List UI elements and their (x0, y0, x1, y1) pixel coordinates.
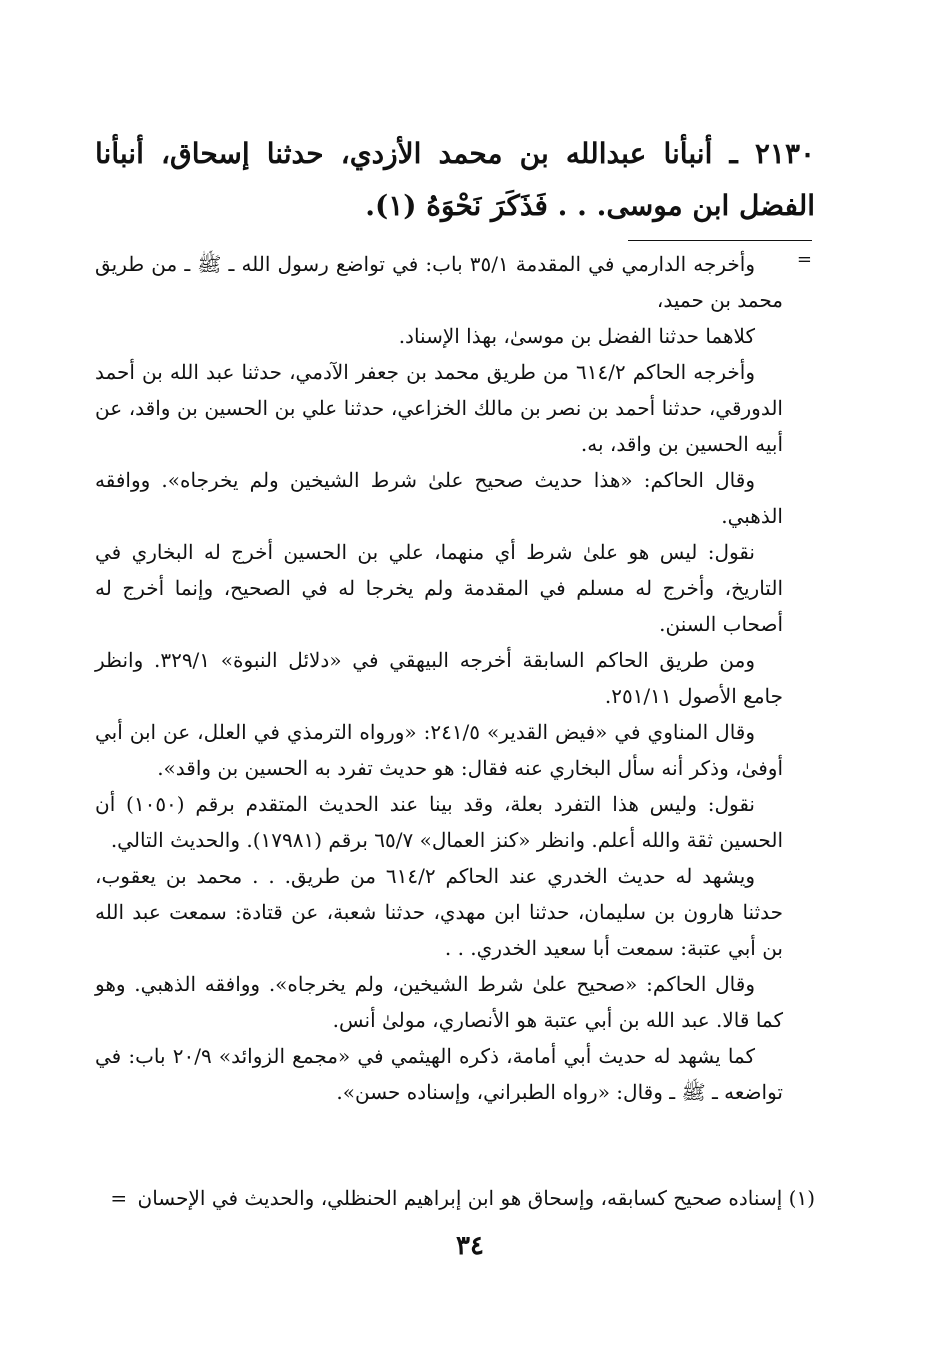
footnote-marker: (١) (788, 1186, 815, 1210)
footnote-continuation-mark: = (110, 1186, 128, 1210)
note-paragraph: وقال المناوي في «فيض القدير» ٢٤١/٥: «ورواه الترمذي في العلل، عن ابن أبي أوفىٰ، وذكر أنه سأل البخاري عنه فقال: هو حديث تفرد به الحسين بن واقد». (95, 720, 783, 780)
note-paragraph: وقال الحاكم: «هذا حديث صحيح علىٰ شرط الشيخين ولم يخرجاه». ووافقه الذهبي. (95, 468, 783, 528)
note-paragraph: كما يشهد له حديث أبي أمامة، ذكره الهيثمي في «مجمع الزوائد» ٢٠/٩ باب: في تواضعه ـ ﷺ ـ وقال: «رواه الطبراني، وإسناده حسن». (95, 1044, 783, 1104)
note-paragraph: ومن طريق الحاكم السابقة أخرجه البيهقي في «دلائل النبوة» ٣٢٩/١. وانظر جامع الأصول ٢٥١/١١. (95, 648, 783, 708)
footnote (95, 1182, 815, 1214)
note-paragraph: وأخرجه الحاكم ٦١٤/٢ من طريق محمد بن جعفر الآدمي، حدثنا عبد الله بن أحمد الدورقي، حدثنا أحمد بن نصر بن مالك الخزاعي، حدثنا علي بن الحسين بن واقد، عن أبيه الحسين بن واقد، به. (95, 360, 783, 456)
footnote-text: إسناده صحيح كسابقه، وإسحاق هو ابن إبراهيم الحنظلي، والحديث في الإحسان (137, 1186, 783, 1210)
note-paragraph: نقول: وليس هذا التفرد بعلة، وقد بينا عند الحديث المتقدم برقم (١٠٥٠) أن الحسين ثقة والله أعلم. وانظر «كنز العمال» ٦٥/٧ برقم (١٧٩٨١). والحديث التالي. (95, 792, 783, 852)
hadith-body: ـ أنبأنا عبدالله بن محمد الأزدي، حدثنا إسحاق، أنبأنا الفضل ابن موسى. . . فَذَكَرَ نَحْوَهُ (١). (95, 137, 815, 222)
hadith-number: ٢١٣٠ (754, 137, 816, 170)
note-paragraph: ويشهد له حديث الخدري عند الحاكم ٦١٤/٢ من طريق. . . محمد بن يعقوب، حدثنا هارون بن سليمان، حدثنا ابن مهدي، حدثنا شعبة، عن قتادة: سمعت عبد الله بن أبي عتبة: سمعت أبا سعيد الخدري. . . (95, 864, 783, 960)
note-paragraph: وأخرجه الدارمي في المقدمة ٣٥/١ باب: في تواضع رسول الله ـ ﷺ ـ من طريق محمد بن حميد، (95, 252, 783, 312)
commentary-notes (95, 240, 783, 1110)
hadith-text (95, 128, 815, 232)
note-paragraph: كلاهما حدثنا الفضل بن موسىٰ، بهذا الإسناد. (398, 324, 755, 348)
continuation-mark-top: = (796, 249, 812, 270)
note-paragraph: وقال الحاكم: «صحيح علىٰ شرط الشيخين، ولم يخرجاه». ووافقه الذهبي. وهو كما قالا. عبد الله بن أبي عتبة هو الأنصاري، مولىٰ أنس. (95, 972, 783, 1032)
page-number: ٣٤ (456, 1231, 484, 1261)
note-paragraph: نقول: ليس هو علىٰ شرط أي منهما، علي بن الحسين أخرج له البخاري في التاريخ، وأخرج له مسلم في المقدمة ولم يخرجا له في الصحيح، وإنما أخرج له أصحاب السنن. (95, 540, 783, 636)
